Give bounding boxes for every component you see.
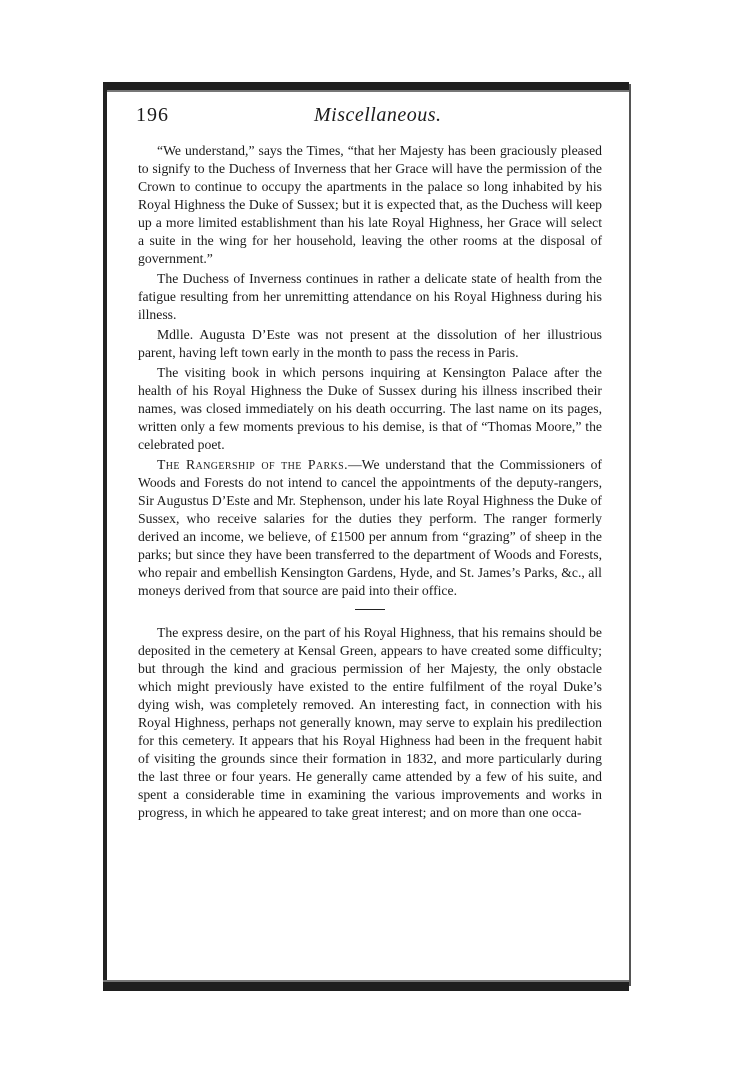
paragraph-duchess-health: The Duchess of Inverness continues in rather a delicate state of health from the fatigue resulting from her unremitting attendance on his Royal Highness during his illness. [138, 271, 602, 322]
paragraph-rangership [138, 456, 602, 600]
paragraph-visiting-book: The visiting book in which persons inquiring at Kensington Palace after the health of his Royal Highness the Duke of Sussex during his illness inscribed their names, was closed immediately on his death occurring. The last name on its pages, written only a few moments previous to his demise, is that of “Thomas Moore,” the celebrated poet. [138, 365, 602, 452]
section-divider [355, 609, 385, 610]
rangership-heading: The Rangership of the Parks. [157, 457, 348, 472]
paragraph-times-quote: “We understand,” says the Times, “that her Majesty has been graciously pleased to signify to the Duchess of Inverness that her Grace will have the permission of the Crown to continue to occupy the apartments in the palace so long inhabited by his Royal Highness the Duke of Sussex; but it is expected that, as the Duchess will keep up a more limited establishment than his late Royal Highness, her Grace will select a suite in the wing for her household, leaving the other rooms at the disposal of government.” [138, 143, 602, 266]
rangership-body: —We understand that the Commissioners of Woods and Forests do not intend to cancel the appointments of the deputy-rangers, Sir Augustus D’Este and Mr. Stephenson, under his late Royal Highness the Duke of Sussex, who receive salaries for the duties they perform. The ranger formerly derived an income, we believe, of £1500 per annum from “grazing” of sheep in the parks; but since they have been transferred to the department of Woods and Forests, who repair and embellish Kensington Gardens, Hyde, and St. James’s Parks, &c., all moneys derived from that source are paid into their office. [138, 457, 602, 598]
article-body [138, 142, 602, 824]
running-title: Miscellaneous. [314, 104, 442, 126]
bottom-border-rule [103, 980, 629, 991]
page-header [136, 104, 602, 130]
paragraph-augusta-deste: Mdlle. Augusta D’Este was not present at the dissolution of her illustrious parent, having left town early in the month to pass the recess in Paris. [138, 327, 602, 360]
page-number: 196 [136, 104, 169, 126]
paragraph-kensal-green: The express desire, on the part of his Royal Highness, that his remains should be deposited in the cemetery at Kensal Green, appears to have created some difficulty; but through the kind and gracious permission of her Majesty, the only obstacle which might previously have existed to the entire fulfilment of the royal Duke’s dying wish, was completely removed. An interesting fact, in connection with his Royal Highness, perhaps not generally known, may serve to explain his predilection for this cemetery. It appears that his Royal Highness had been in the frequent habit of visiting the grounds since their formation in 1832, and more particularly during the last three or four years. He generally came attended by a few of his suite, and spent a considerable time in examining the various improvements and works in progress, in which he appeared to take great interest; and on more than one occa- [138, 625, 602, 820]
